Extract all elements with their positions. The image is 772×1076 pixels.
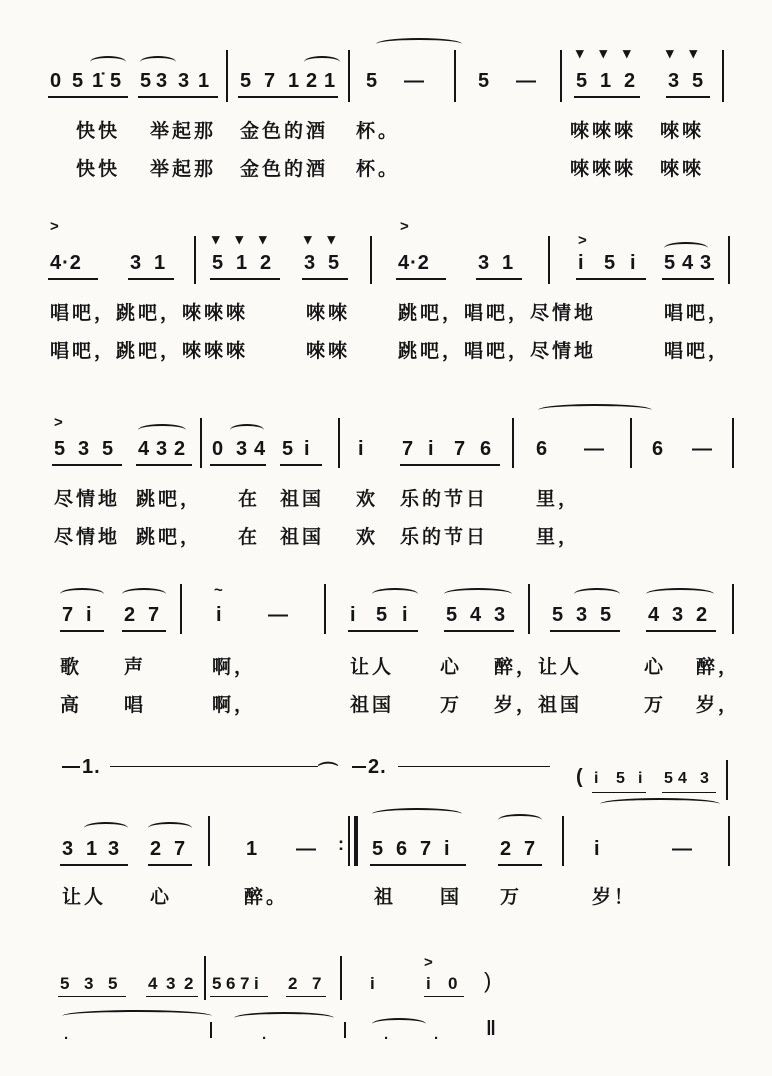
note: 6 <box>396 838 409 860</box>
note: 5 <box>664 252 677 274</box>
note: 4·2 <box>50 252 82 274</box>
note: 5 <box>212 252 225 274</box>
note: 5 <box>692 70 705 92</box>
note: 1 <box>324 70 337 92</box>
barline-thick <box>354 816 358 866</box>
beam <box>574 96 640 98</box>
slur <box>234 1012 334 1024</box>
lyric: 万 <box>440 694 463 716</box>
lyric: 快快 <box>76 120 121 142</box>
note: 1 <box>198 70 211 92</box>
barline <box>210 1022 212 1038</box>
lyric: 金色的酒 <box>240 158 329 180</box>
note: 2 <box>124 604 137 626</box>
lyric: 唱吧，跳吧，唻唻唻 <box>50 302 249 324</box>
lyric: 唱 <box>124 694 147 716</box>
slur <box>444 588 512 600</box>
barline <box>560 50 562 102</box>
note: 5 <box>108 974 119 993</box>
dash: — <box>296 838 317 860</box>
note: 7 <box>240 974 251 993</box>
note: 5 <box>240 70 253 92</box>
note: 7 <box>312 974 323 993</box>
note: i <box>594 838 601 860</box>
lyric: 祖 <box>374 886 397 908</box>
barline <box>562 816 564 866</box>
slur <box>230 424 264 436</box>
note: 2 <box>306 70 319 92</box>
ossia-note: 5 <box>616 770 626 787</box>
beam <box>48 96 128 98</box>
beam <box>498 864 542 866</box>
note: 1̇ <box>92 70 105 92</box>
tie <box>538 404 652 416</box>
slur <box>664 242 708 254</box>
beam <box>138 96 218 98</box>
note: i <box>444 838 451 860</box>
note: 1 <box>246 838 259 860</box>
dash: — <box>692 438 713 460</box>
lyric: 杯。 <box>356 120 401 142</box>
note: 5 <box>552 604 565 626</box>
beam <box>146 996 198 997</box>
beam <box>424 996 464 997</box>
beam <box>400 464 500 466</box>
volta-end: ⌒ <box>318 762 339 784</box>
note: 3 <box>700 252 713 274</box>
lyric: 在 <box>238 488 261 510</box>
lyric: 让人 <box>62 886 107 908</box>
lyric: 万 <box>644 694 667 716</box>
note: 5 <box>212 974 223 993</box>
note: 2 <box>500 838 513 860</box>
volta-2-label: 2. <box>368 756 387 778</box>
note: i <box>358 438 365 460</box>
barline <box>340 956 342 1000</box>
note: 6 <box>536 438 549 460</box>
slur <box>90 56 126 68</box>
lyric: 跳吧， <box>136 488 203 510</box>
dot: . <box>262 1026 267 1043</box>
note: i <box>304 438 311 460</box>
barline <box>732 584 734 634</box>
ossia-note: 3 <box>700 770 710 787</box>
note: 6 <box>226 974 237 993</box>
beam <box>302 278 348 280</box>
ossia-note: i <box>638 770 644 787</box>
note: 5 <box>282 438 295 460</box>
note: 3 <box>672 604 685 626</box>
beam <box>348 630 418 632</box>
lyric: 心 <box>150 886 173 908</box>
ossia-paren: ( <box>576 766 584 788</box>
note: 5 <box>576 70 589 92</box>
note: 1 <box>502 252 515 274</box>
beam <box>60 630 104 632</box>
note: 3 <box>84 974 95 993</box>
lyric: 祖国 <box>280 488 325 510</box>
barline <box>528 584 530 634</box>
note: i <box>578 252 585 274</box>
note: 7 <box>62 604 75 626</box>
note: 1 <box>86 838 99 860</box>
trill-mark: ~ <box>214 582 223 599</box>
slur <box>148 822 192 834</box>
note: 3 <box>576 604 589 626</box>
barline <box>180 584 182 634</box>
lyric: 唻唻 <box>306 340 351 362</box>
lyric: 唻唻 <box>660 120 705 142</box>
accent-mark: > <box>50 218 59 235</box>
note: i <box>86 604 93 626</box>
note: 5 <box>60 974 71 993</box>
note: 3 <box>78 438 91 460</box>
slur <box>372 588 418 600</box>
lyric: 举起那 <box>150 158 217 180</box>
lyric: 祖国 <box>350 694 395 716</box>
dot: . <box>64 1026 69 1043</box>
lyric: 声 <box>124 656 147 678</box>
note: 2 <box>260 252 273 274</box>
note: 3 <box>478 252 491 274</box>
note: 0 <box>50 70 63 92</box>
barline <box>194 236 196 284</box>
lyric: 乐的节日 <box>400 526 489 548</box>
staccato-marks: ▾▾▾ <box>212 231 283 248</box>
lyric: 啊， <box>212 656 257 678</box>
lyric: 醉， <box>696 656 741 678</box>
lyric: 岁，祖国 <box>494 694 583 716</box>
staccato-marks: ▾▾ <box>666 45 714 62</box>
note: 3 <box>166 974 177 993</box>
beam <box>60 864 128 866</box>
barline <box>324 584 326 634</box>
volta-line <box>62 766 80 768</box>
lyric: 举起那 <box>150 120 217 142</box>
note: 4 <box>470 604 483 626</box>
accent-mark: > <box>578 232 587 249</box>
repeat-dots: : <box>338 834 345 854</box>
lyric: 跳吧， <box>136 526 203 548</box>
note: 5 <box>72 70 85 92</box>
slur <box>304 56 340 68</box>
slur <box>62 1010 212 1022</box>
dot: . <box>384 1026 389 1043</box>
note: 5 <box>376 604 389 626</box>
note: 2 <box>288 974 299 993</box>
barline <box>348 50 350 102</box>
dash: — <box>672 838 693 860</box>
note: i <box>630 252 637 274</box>
note: 6 <box>480 438 493 460</box>
barline <box>344 1022 346 1038</box>
note: i <box>216 604 223 626</box>
barline <box>630 418 632 468</box>
dash: — <box>516 70 537 92</box>
note: 7 <box>402 438 415 460</box>
note: 3 <box>494 604 507 626</box>
note: 3 <box>108 838 121 860</box>
barline <box>726 760 728 800</box>
note: 5 <box>328 252 341 274</box>
slur <box>140 56 176 68</box>
beam <box>58 996 126 997</box>
barline <box>548 236 550 284</box>
lyric: 跳吧，唱吧，尽情地 <box>398 340 597 362</box>
lyric: 金色的酒 <box>240 120 329 142</box>
barline <box>732 418 734 468</box>
volta-line <box>398 766 550 767</box>
lyric: 尽情地 <box>54 488 121 510</box>
lyric: 歌 <box>60 656 83 678</box>
beam <box>136 464 192 466</box>
slur <box>138 424 186 436</box>
beam <box>210 996 268 997</box>
note: 6 <box>652 438 665 460</box>
note: 4 <box>648 604 661 626</box>
ossia-note: 4 <box>678 770 688 787</box>
beam <box>122 630 166 632</box>
barline <box>728 236 730 284</box>
note: 3 <box>304 252 317 274</box>
lyric: 万 <box>500 886 523 908</box>
note: i <box>428 438 435 460</box>
note: 5 <box>478 70 491 92</box>
note: 0 <box>448 974 459 993</box>
slur <box>372 1018 426 1030</box>
note: 5 <box>600 604 613 626</box>
accent-mark: > <box>54 414 63 431</box>
lyric: 醉，让人 <box>494 656 583 678</box>
beam <box>576 278 646 280</box>
note: 3 <box>156 70 169 92</box>
staccato-marks: ▾▾▾ <box>576 45 647 62</box>
note: 2 <box>174 438 187 460</box>
beam <box>280 464 322 466</box>
beam <box>370 864 466 866</box>
note: 7 <box>524 838 537 860</box>
note: 5 <box>102 438 115 460</box>
beam <box>592 792 646 793</box>
note: 4 <box>682 252 695 274</box>
beam <box>662 792 716 793</box>
slur <box>574 588 620 600</box>
lyric: 唱吧， <box>664 340 731 362</box>
note: 3 <box>156 438 169 460</box>
lyric: 欢 <box>356 526 379 548</box>
lyric: 唻唻 <box>660 158 705 180</box>
dash: — <box>404 70 425 92</box>
beam <box>48 278 98 280</box>
barline <box>370 236 372 284</box>
barline <box>348 816 350 866</box>
beam <box>444 630 514 632</box>
lyric: 祖国 <box>280 526 325 548</box>
lyric: 里， <box>536 526 581 548</box>
beam <box>128 278 174 280</box>
lyric: 让人 <box>350 656 395 678</box>
note: 7 <box>264 70 277 92</box>
barline <box>454 50 456 102</box>
note: i <box>402 604 409 626</box>
note: 5 <box>372 838 385 860</box>
beam <box>210 278 280 280</box>
note: 2 <box>696 604 709 626</box>
lyric: 尽情地 <box>54 526 121 548</box>
beam <box>148 864 192 866</box>
lyric: 高 <box>60 694 83 716</box>
note: 2 <box>150 838 163 860</box>
slur <box>498 814 542 826</box>
beam <box>550 630 620 632</box>
lyric: 唱吧，跳吧，唻唻唻 <box>50 340 249 362</box>
lyric: 唻唻唻 <box>570 120 637 142</box>
lyric: 岁， <box>696 694 741 716</box>
barline <box>200 418 202 468</box>
note: i <box>426 974 432 993</box>
slur <box>372 808 462 820</box>
note: 5 <box>446 604 459 626</box>
barline <box>204 956 206 1000</box>
lyric: 醉。 <box>244 886 289 908</box>
barline <box>226 50 228 102</box>
beam <box>52 464 122 466</box>
lyric: 欢 <box>356 488 379 510</box>
note: 5 <box>366 70 379 92</box>
note: 5 <box>110 70 123 92</box>
lyric: 唱吧， <box>664 302 731 324</box>
lyric: 心 <box>440 656 463 678</box>
note: 5 <box>140 70 153 92</box>
lyric: 心 <box>644 656 667 678</box>
accent-mark: > <box>424 954 433 971</box>
beam <box>286 996 326 997</box>
lyric: 快快 <box>76 158 121 180</box>
lyric: 杯。 <box>356 158 401 180</box>
note: 2 <box>624 70 637 92</box>
note: i <box>350 604 357 626</box>
volta-1-label: 1. <box>82 756 101 778</box>
closing-paren: ) <box>484 968 493 993</box>
barline <box>338 418 340 468</box>
tie <box>376 38 462 50</box>
barline <box>208 816 210 866</box>
note: i <box>370 974 376 993</box>
slur <box>84 822 128 834</box>
note: 1 <box>288 70 301 92</box>
barline <box>722 50 724 102</box>
ossia-note: 5 <box>664 770 674 787</box>
slur <box>60 588 104 600</box>
note: 1 <box>154 252 167 274</box>
note: 7 <box>454 438 467 460</box>
note: 4·2 <box>398 252 430 274</box>
note: i <box>254 974 260 993</box>
volta-line <box>110 766 318 767</box>
beam <box>476 278 522 280</box>
lyric: 跳吧，唱吧，尽情地 <box>398 302 597 324</box>
lyric: 乐的节日 <box>400 488 489 510</box>
note: 3 <box>178 70 191 92</box>
note: 1 <box>600 70 613 92</box>
staccato-marks: ▾▾ <box>304 231 352 248</box>
tie <box>600 798 720 810</box>
beam <box>238 96 338 98</box>
note: 3 <box>236 438 249 460</box>
beam <box>210 464 266 466</box>
lyric: 在 <box>238 526 261 548</box>
beam <box>646 630 716 632</box>
dot: . <box>434 1026 439 1043</box>
dash: — <box>584 438 605 460</box>
note: 7 <box>420 838 433 860</box>
lyric: 啊， <box>212 694 257 716</box>
note: 4 <box>138 438 151 460</box>
ossia-note: i <box>594 770 600 787</box>
lyric: 唻唻 <box>306 302 351 324</box>
beam <box>666 96 710 98</box>
note: 7 <box>148 604 161 626</box>
note: 2 <box>184 974 195 993</box>
note: 1 <box>236 252 249 274</box>
note: 3 <box>62 838 75 860</box>
beam <box>662 278 714 280</box>
slur <box>122 588 166 600</box>
note: 4 <box>148 974 159 993</box>
lyric: 唻唻唻 <box>570 158 637 180</box>
note: 4 <box>254 438 267 460</box>
note: 3 <box>130 252 143 274</box>
beam <box>396 278 446 280</box>
accent-mark: > <box>400 218 409 235</box>
lyric: 岁！ <box>592 886 637 908</box>
note: 3 <box>668 70 681 92</box>
note: 7 <box>174 838 187 860</box>
slur <box>646 588 714 600</box>
final-barline: ‖ <box>486 1018 497 1040</box>
note: 5 <box>54 438 67 460</box>
note: 0 <box>212 438 225 460</box>
note: 5 <box>604 252 617 274</box>
lyric: 里， <box>536 488 581 510</box>
barline <box>512 418 514 468</box>
dash: — <box>268 604 289 626</box>
barline <box>728 816 730 866</box>
volta-line <box>352 766 366 768</box>
lyric: 国 <box>440 886 463 908</box>
